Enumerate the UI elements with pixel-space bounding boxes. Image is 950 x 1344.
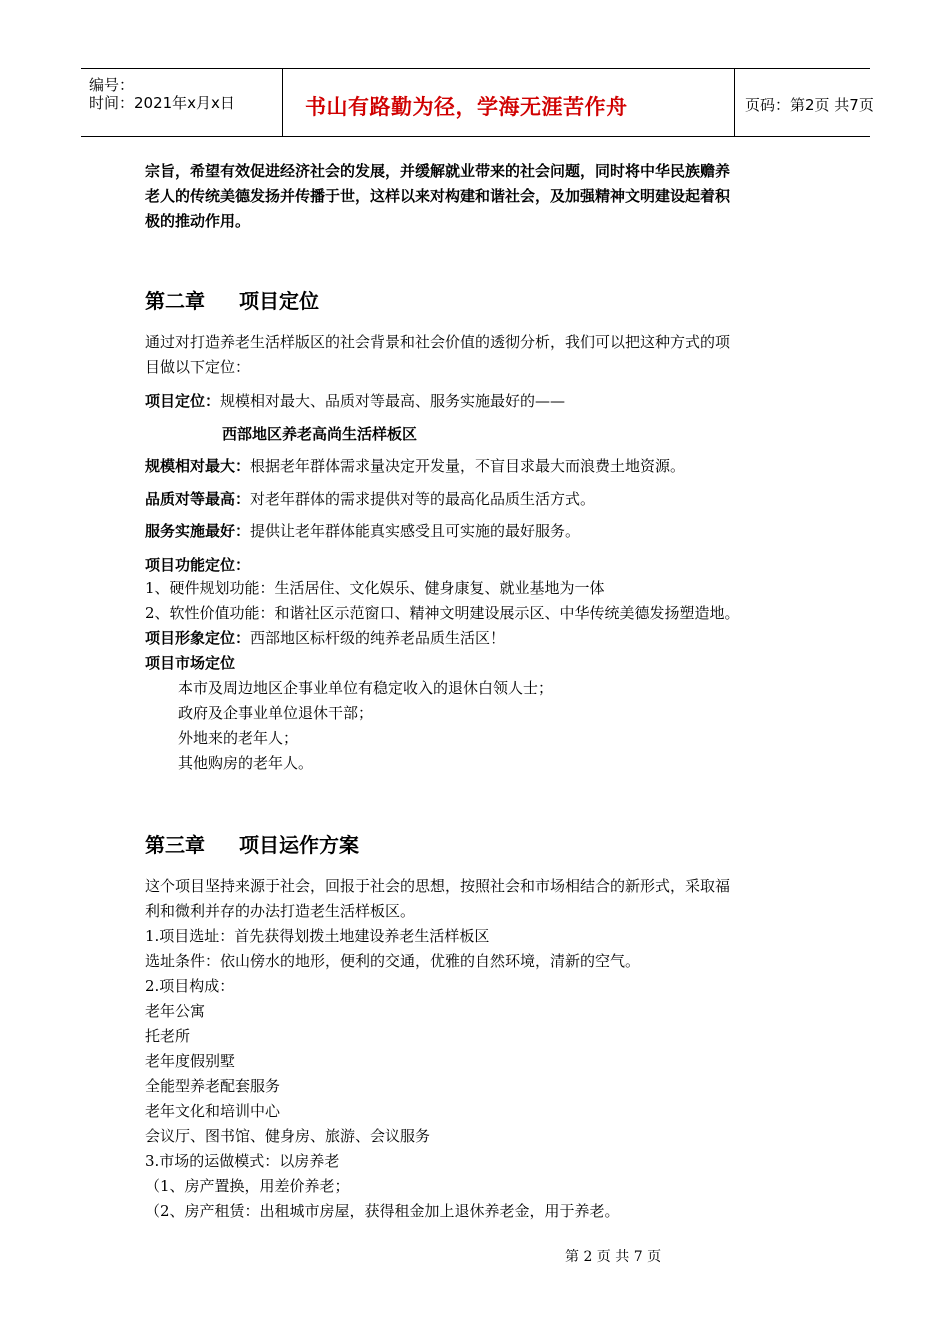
page-indicator: 页码：第2页 共7页 bbox=[745, 96, 874, 114]
function-label: 项目功能定位： bbox=[145, 556, 251, 574]
market-label: 项目市场定位 bbox=[145, 654, 236, 672]
positioning-label: 项目定位： bbox=[145, 392, 221, 410]
doc-number-label: 编号： bbox=[89, 76, 135, 94]
chapter3-line-11: 会议厅、图书馆、健身房、旅游、会议服务 bbox=[145, 1127, 431, 1145]
chapter3-line-12: 3.市场的运做模式：以房养老 bbox=[145, 1152, 340, 1170]
header-right-cell bbox=[735, 69, 874, 136]
chapter3-title: 项目运作方案 bbox=[239, 833, 359, 857]
header-table bbox=[81, 68, 874, 137]
scale-label: 规模相对最大： bbox=[145, 457, 251, 475]
chapter3-heading bbox=[145, 829, 359, 858]
service-label: 服务实施最好： bbox=[145, 522, 251, 540]
chapter3-number: 第三章 bbox=[145, 833, 205, 857]
chapter3-line-7: 托老所 bbox=[145, 1027, 191, 1045]
chapter3-line-2: 利和微利并存的办法打造老生活样板区。 bbox=[145, 902, 416, 920]
image-line bbox=[145, 628, 505, 648]
header-motto: 书山有路勤为径，学海无涯苦作舟 bbox=[305, 95, 628, 119]
positioning-name: 西部地区养老高尚生活样板区 bbox=[222, 425, 418, 443]
scale-line bbox=[145, 456, 685, 476]
quality-label: 品质对等最高： bbox=[145, 490, 251, 508]
chapter3-line-10: 老年文化和培训中心 bbox=[145, 1102, 281, 1120]
market-item-3: 外地来的老年人； bbox=[178, 729, 299, 747]
chapter3-line-13: （1、房产置换，用差价养老； bbox=[145, 1177, 350, 1195]
chapter3-line-5: 2.项目构成： bbox=[145, 977, 235, 995]
service-text: 提供让老年群体能真实感受且可实施的最好服务。 bbox=[250, 522, 581, 540]
doc-time-label: 时间：2021年x月x日 bbox=[89, 94, 235, 112]
quality-line bbox=[145, 489, 595, 509]
market-item-2: 政府及企事业单位退休干部； bbox=[178, 704, 374, 722]
header-left-cell bbox=[81, 69, 283, 136]
intro-line-1: 宗旨，希望有效促进经济社会的发展，并缓解就业带来的社会问题，同时将中华民族赡养 bbox=[145, 162, 731, 180]
function-item-1: 1、硬件规划功能：生活居住、文化娱乐、健身康复、就业基地为一体 bbox=[145, 579, 605, 597]
header-middle-cell bbox=[283, 69, 735, 136]
chapter3-line-9: 全能型养老配套服务 bbox=[145, 1077, 281, 1095]
chapter3-line-14: （2、房产租赁：出租城市房屋，获得租金加上退休养老金，用于养老。 bbox=[145, 1202, 620, 1220]
chapter3-line-1: 这个项目坚持来源于社会，回报于社会的思想，按照社会和市场相结合的新形式，采取福 bbox=[145, 877, 731, 895]
chapter2-number: 第二章 bbox=[145, 289, 205, 313]
quality-text: 对老年群体的需求提供对等的最高化品质生活方式。 bbox=[250, 490, 596, 508]
intro-line-3: 极的推动作用。 bbox=[145, 212, 251, 230]
market-item-1: 本市及周边地区企事业单位有稳定收入的退休白领人士； bbox=[178, 679, 554, 697]
chapter3-line-8: 老年度假别墅 bbox=[145, 1052, 236, 1070]
chapter2-intro-line-2: 目做以下定位： bbox=[145, 358, 251, 376]
image-label: 项目形象定位： bbox=[145, 629, 251, 647]
page-footer: 第 2 页 共 7 页 bbox=[565, 1249, 662, 1265]
function-item-2: 2、软性价值功能：和谐社区示范窗口、精神文明建设展示区、中华传统美德发扬塑造地。 bbox=[145, 604, 740, 622]
chapter3-line-3: 1.项目选址：首先获得划拨土地建设养老生活样板区 bbox=[145, 927, 490, 945]
positioning-line bbox=[145, 391, 565, 411]
chapter2-intro-line-1: 通过对打造养老生活样版区的社会背景和社会价值的透彻分析，我们可以把这种方式的项 bbox=[145, 333, 731, 351]
image-text: 西部地区标杆级的纯养老品质生活区！ bbox=[250, 629, 506, 647]
market-item-4: 其他购房的老年人。 bbox=[178, 754, 314, 772]
chapter3-line-6: 老年公寓 bbox=[145, 1002, 206, 1020]
scale-text: 根据老年群体需求量决定开发量，不盲目求最大而浪费土地资源。 bbox=[250, 457, 686, 475]
intro-line-2: 老人的传统美德发扬并传播于世，这样以来对构建和谐社会，及加强精神文明建设起着积 bbox=[145, 187, 731, 205]
positioning-text: 规模相对最大、品质对等最高、服务实施最好的—— bbox=[220, 392, 566, 410]
chapter2-title: 项目定位 bbox=[239, 289, 319, 313]
chapter2-heading bbox=[145, 285, 319, 314]
service-line bbox=[145, 521, 580, 541]
chapter3-line-4: 选址条件：依山傍水的地形，便利的交通，优雅的自然环境，清新的空气。 bbox=[145, 952, 641, 970]
